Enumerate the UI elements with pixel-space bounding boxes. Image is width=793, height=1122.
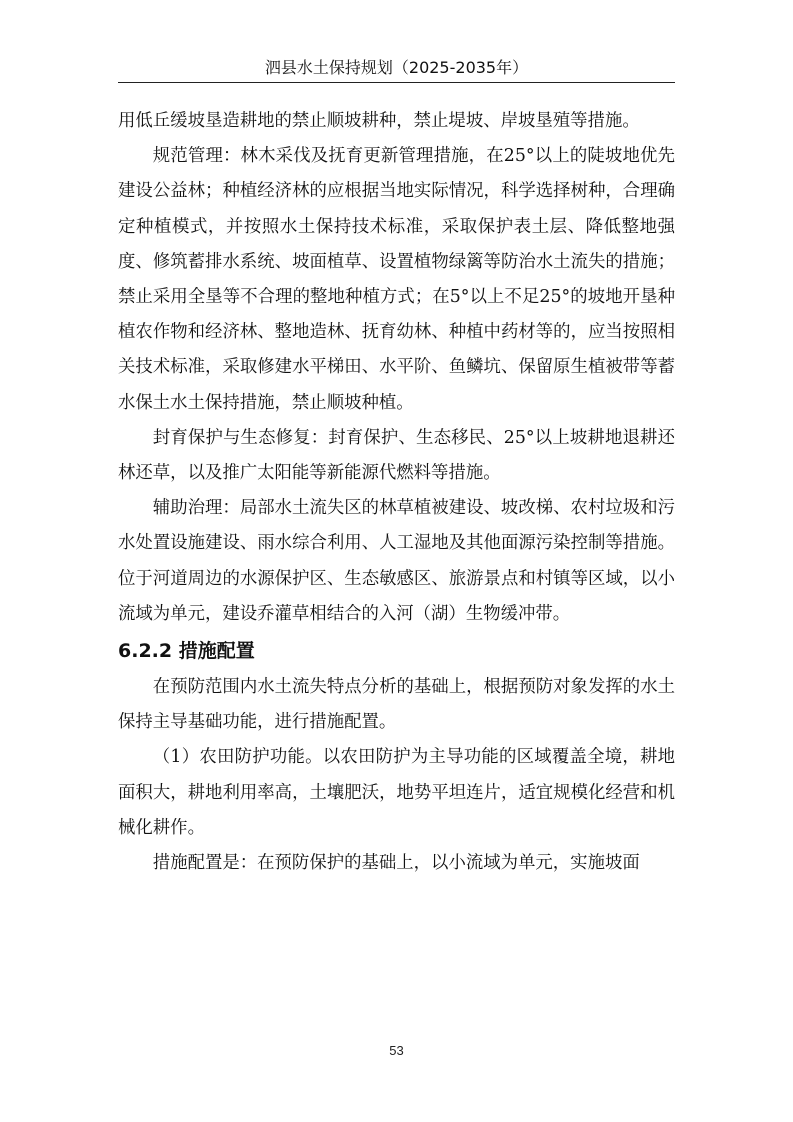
section-heading: 6.2.2 措施配置 (118, 640, 255, 663)
paragraph-auxiliary-treatment: 辅助治理：局部水土流失区的林草植被建设、坡改梯、农村垃圾和污水处置设施建设、雨水综合利用、人工湿地及其他面源污染控制等措施。位于河道周边的水源保护区、生态敏感区、旅游景点和村镇等区域，以小流域为单元，建设乔灌草相结合的入河（湖）生物缓冲带。 (118, 498, 675, 624)
paragraph-measure-config: 措施配置是：在预防保护的基础上，以小流域为单元，实施坡面 (152, 853, 640, 874)
paragraph-continuation: 用低丘缓坡垦造耕地的禁止顺坡耕种，禁止堤坡、岸坡垦殖等措施。 (118, 111, 640, 131)
header-rule (118, 82, 675, 83)
page-number: 53 (389, 1043, 404, 1058)
body-text (118, 104, 675, 881)
paragraph-intro: 在预防范围内水土流失特点分析的基础上，根据预防对象发挥的水土保持主导基础功能，进行措施配置。 (118, 677, 675, 733)
paragraph-farmland-protection: （1）农田防护功能。以农田防护为主导功能的区域覆盖全境，耕地面积大，耕地利用率高，土壤肥沃，地势平坦连片，适宜规模化经营和机械化耕作。 (118, 747, 675, 838)
running-header: 泗县水土保持规划（2025-2035年） (264, 58, 529, 77)
paragraph-enclosure-protection: 封育保护与生态修复：封育保护、生态移民、25°以上坡耕地退耕还林还草，以及推广太阳能等新能源代燃料等措施。 (118, 427, 675, 484)
paragraph-standard-management: 规范管理：林木采伐及抚育更新管理措施，在25°以上的陡坡地优先建设公益林；种植经济林的应根据当地实际情况，科学选择树种，合理确定种植模式，并按照水土保持技术标准，采取保护表土层、降低整地强度、修筑蓄排水系统、坡面植草、设置植物绿篱等防治水土流失的措施；禁止采用全垦等不合理的整地种植方式；在5°以上不足25°的坡地开垦种植农作物和经济林、整地造林、抚育幼林、种植中药材等的，应当按照相关技术标准，采取修建水平梯田、水平阶、鱼鳞坑、保留原生植被带等蓄水保土水土保持措施，禁止顺坡种植。 (118, 146, 675, 413)
